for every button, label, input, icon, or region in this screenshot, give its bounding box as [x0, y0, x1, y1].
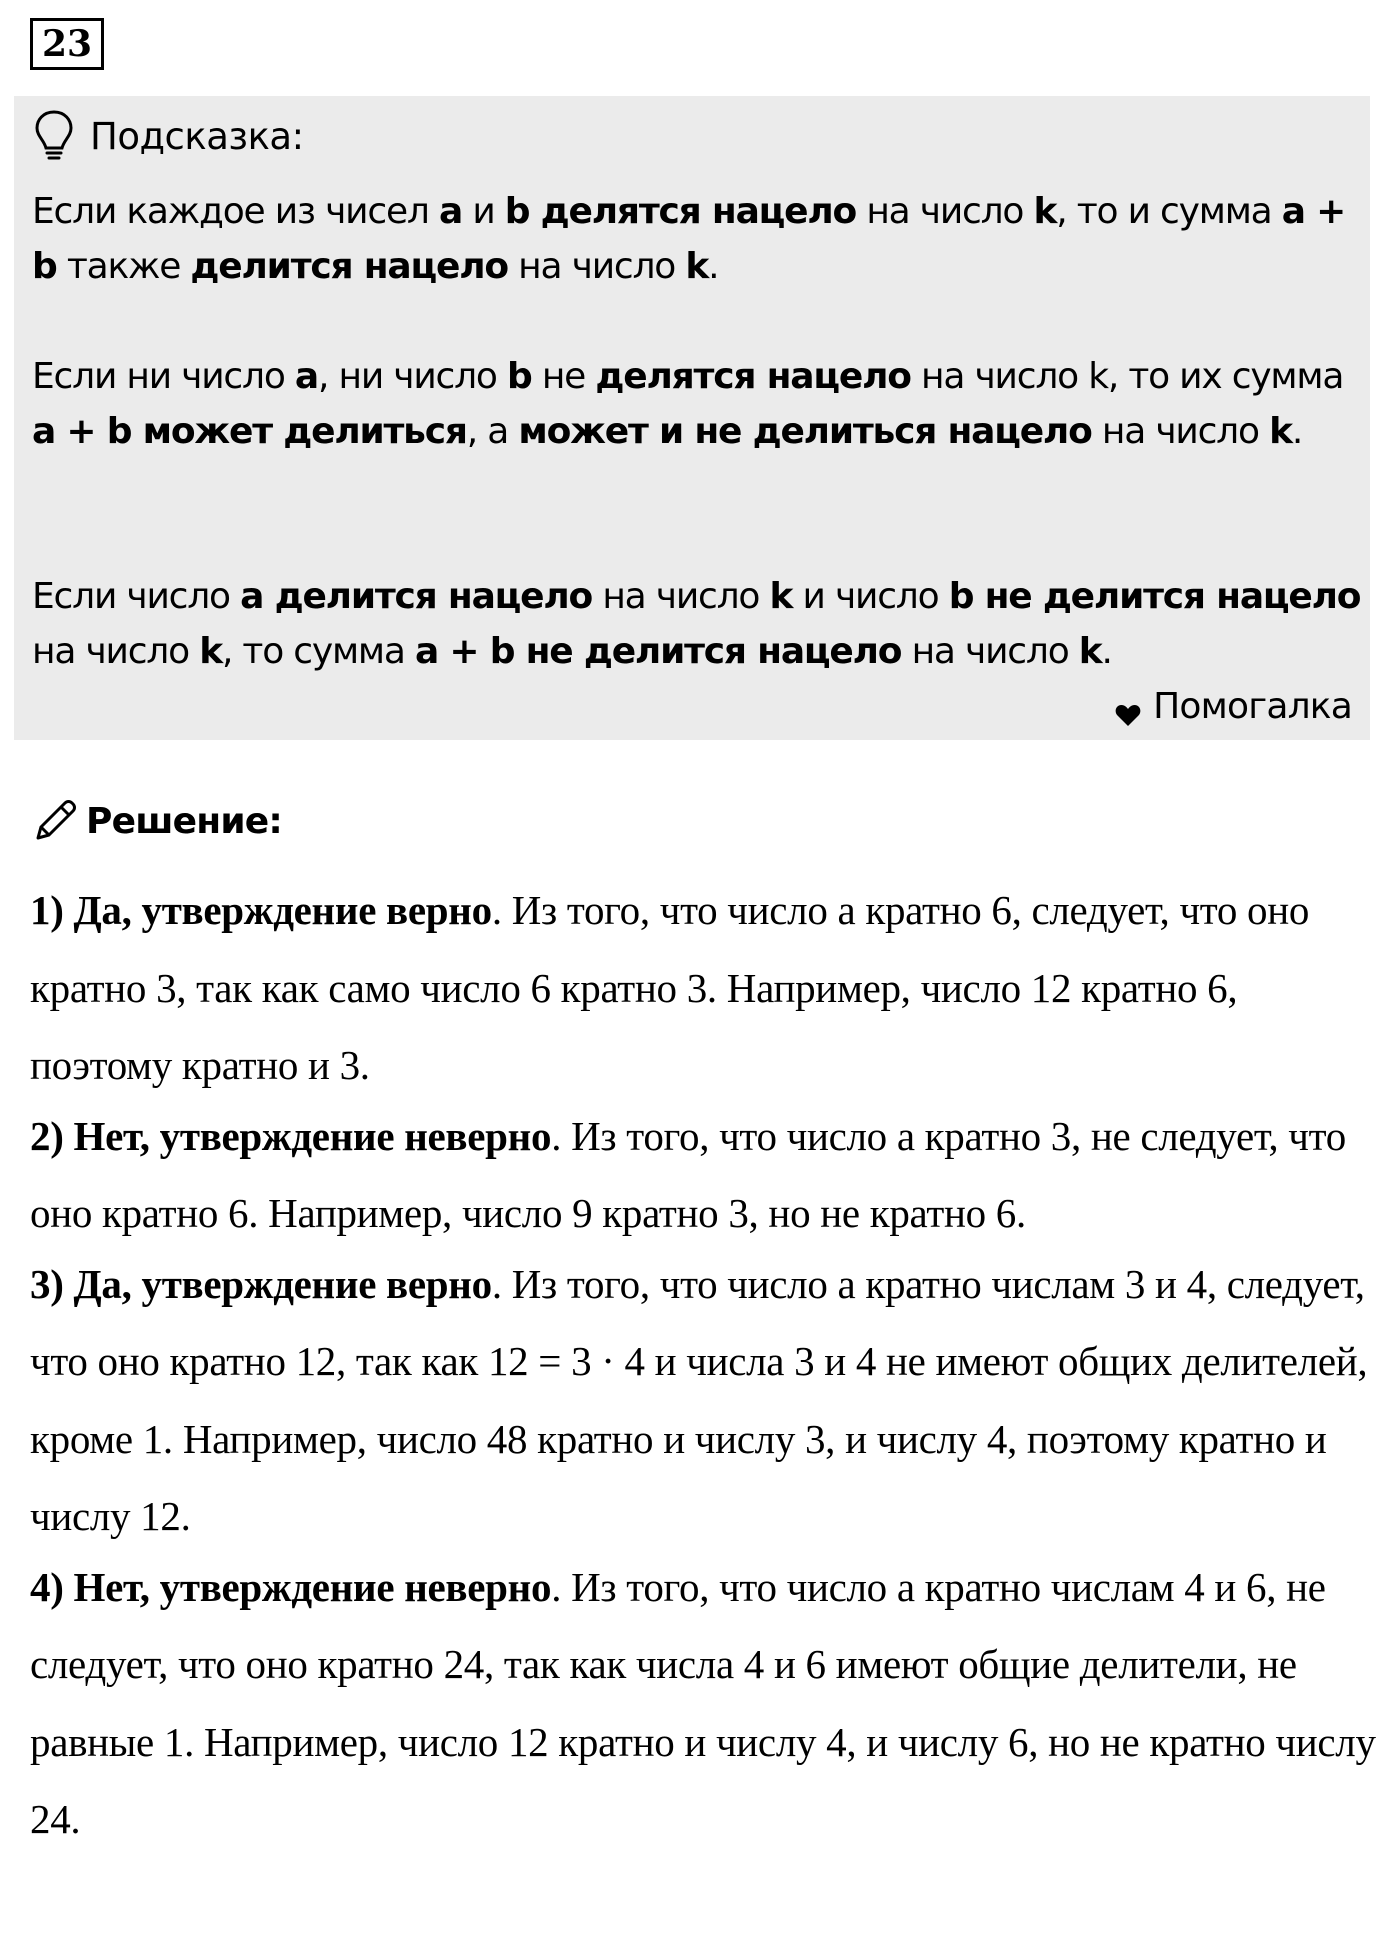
hint-text: Если число [32, 576, 241, 617]
solution-item-text: . Из того, что число а кратно 3, не следует, что оно кратно 6. Например, число 9 кратно 3, но не кратно 6. [30, 1112, 1346, 1236]
hint-paragraph [32, 569, 1362, 679]
task-number: 23 [30, 18, 104, 70]
hint-bold-text: k [769, 576, 793, 617]
hint-text: и [462, 191, 505, 232]
hint-bold-text: a [294, 356, 318, 397]
hint-bold-text: k [199, 631, 222, 672]
hint-bold-text: b [507, 356, 532, 397]
solution-title: Решение: [86, 800, 282, 842]
hint-text: , то и сумма [1056, 191, 1282, 232]
hint-text: на число [901, 631, 1079, 672]
hint-bold-text: k [685, 246, 709, 287]
solution-item-text: . Из того, что число а кратно 6, следует, что оно кратно 3, так как само число 6 кратно 3. Например, число 12 кратно 6, поэтому кратно и 3. [30, 887, 1310, 1088]
hint-paragraph [32, 349, 1362, 459]
pencil-icon [30, 796, 80, 846]
solution-item [30, 1098, 1380, 1253]
solution-item-text: . Из того, что число а кратно числам 4 и 6, не следует, что оно кратно 24, так как числа 4 и 6 имеют общие делители, не равные 1. Например, число 12 кратно и числу 4, и числу 6, но не кратно числу 24. [30, 1563, 1376, 1842]
hint-bold-text: a делится нацело [240, 576, 593, 617]
hint-bold-text: a [438, 191, 463, 232]
hint-text: Если ни число [32, 356, 295, 397]
solution-item [30, 1246, 1380, 1556]
hint-bold-text: делятся нацело [529, 191, 857, 232]
solution-item-text: . Из того, что число а кратно числам 3 и 4, следует, что оно кратно 12, так как 12 = 3 · 4 и числа 3 и 4 не имеют общих делителей, кроме 1. Например, число 48 кратно и числу 3, и числу 4, поэтому кратно и числу 12. [30, 1260, 1368, 1539]
solution-body [30, 872, 1380, 1859]
hint-text: . [708, 246, 719, 287]
hint-bold-text: b не делится нацело [948, 576, 1361, 617]
hint-text: на число k, то их сумма [910, 356, 1344, 397]
hint-paragraph [32, 184, 1362, 294]
hint-text: на число [507, 246, 686, 287]
hint-text: . [1291, 411, 1303, 452]
solution-item-verdict: 3) Да, утверждение верно [30, 1260, 492, 1307]
hint-bold-text: a + b может делиться [32, 411, 467, 452]
hint-bold-text: делится нацело [190, 246, 508, 287]
solution-header [30, 796, 282, 846]
hint-bold-text: a + b [32, 191, 1346, 287]
hint-bold-text: a + b не делится нацело [414, 631, 902, 672]
hint-text: на число [1091, 411, 1270, 452]
hint-box [14, 96, 1370, 740]
brand-text: Помогалка [1153, 686, 1352, 727]
hint-text: на число [592, 576, 770, 617]
hint-text: также [56, 246, 191, 287]
hint-text: не [531, 356, 596, 397]
solution-item-verdict: 2) Нет, утверждение неверно [30, 1112, 552, 1159]
solution-item [30, 872, 1380, 1105]
hint-text: на число [32, 631, 200, 672]
hint-bold-text: делятся нацело [595, 356, 911, 397]
solution-item [30, 1549, 1380, 1859]
solution-item-verdict: 1) Да, утверждение верно [30, 887, 492, 933]
hint-text: на число [856, 191, 1034, 232]
hint-text: и число [792, 576, 949, 617]
hint-text: , ни число [318, 356, 508, 397]
hint-bold-text: b [504, 191, 530, 232]
hint-text: Если каждое из чисел [32, 191, 439, 232]
hint-bold-text: k [1078, 631, 1102, 672]
hint-bold-text: k [1033, 191, 1057, 232]
brand-label [1115, 686, 1352, 727]
hint-bold-text: может и не делиться нацело [518, 411, 1092, 452]
hint-title: Подсказка: [90, 114, 304, 158]
heart-icon [1115, 695, 1141, 719]
hint-text: , то сумма [221, 631, 415, 672]
solution-item-verdict: 4) Нет, утверждение неверно [30, 1563, 552, 1610]
hint-bold-text: k [1269, 411, 1292, 452]
hint-header [32, 104, 304, 168]
hint-text: . [1101, 631, 1112, 672]
lightbulb-icon [32, 108, 76, 164]
hint-text: , а [466, 411, 519, 452]
